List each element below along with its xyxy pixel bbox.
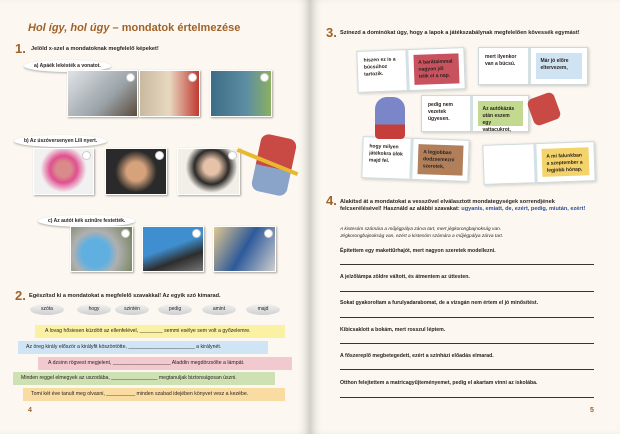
item-b-bubble: b) Az úszóversenyen Lili nyert. [14,135,107,147]
sentence-strip-blue: Az öreg király először a királyfit köszöntötte, _______________________ a királynét. [18,341,268,354]
checkbox[interactable] [260,73,269,82]
answer-line[interactable] [340,291,594,292]
right-page [310,0,620,434]
sentence-strip-orange: Tomi két éve tanult meg olvasni, __________ minden szabad idejében könyvet vesz a kezébe. [23,388,285,401]
answer-line[interactable] [340,264,594,265]
photo-blue-paint [70,226,133,272]
answer-line[interactable] [340,397,594,398]
photo-train-station [67,70,138,117]
domino-card[interactable] [482,141,595,185]
exercise-2-number: 2. [15,288,26,303]
domino-right-text: Már jó előre eltervezem, [536,53,583,79]
exercise-2-instruction: Egészítsd ki a mondatokat a megfelelő szavakkal! Az egyik szó kimarad. [29,293,221,299]
answer-line[interactable] [340,317,594,318]
exercise-1-instruction: Jelöld x-szel a mondatoknak megfelelő képeket! [31,46,159,52]
exercise-1-number: 1. [15,41,26,56]
photo-mother-child [139,70,200,117]
photo-girl-swimmer [33,148,94,195]
page-title: Hol így, hol úgy – mondatok értelmezése [28,22,241,34]
example-line-2: Jégkorongbajnokság van, ezért a kistesóm számára a műjégpálya zárva tart. [340,234,504,239]
photo-car-washing [142,226,204,272]
answer-line[interactable] [340,369,594,370]
domino-left-text: pedig nem vezetek ügyesen. [422,96,473,131]
domino-card[interactable] [478,47,588,85]
domino-left-text: hogy milyen játékokra ülök majd fel. [362,137,413,179]
domino-left-text: mert ilyenkor van a búcsú. [479,48,531,84]
exercise-3-instruction: Színezd a dominókat úgy, hogy a lapok a játékszabálynak megfelelően kövessék egymást! [340,30,580,36]
eraser-character-blue-illustration [375,97,405,139]
domino-right-text: A legjobban dodzsemezni szeretek, [417,144,463,176]
word-option[interactable]: szóta [30,304,64,315]
domino-left-text: hiszen ez is a búcsúhoz tartozik. [357,50,409,92]
sentence: A jelzőlámpa zöldre váltott, és átmentem az úttesten. [340,274,470,280]
sentence: Sokat gyakoroltam a furulyadarabomat, de a vizsgán nem értem el jó minősítést. [340,300,539,306]
domino-right-text: A barátaimmal nagyon jól telik el a nap. [413,53,460,85]
checkbox[interactable] [264,229,273,238]
photo-boy-trophies [105,148,167,195]
sentence-strip-pink: A dzsinn rögvest megjelent, ____________________ Aladdin megdörzsölte a lámpát. [38,357,292,370]
checkbox[interactable] [192,229,201,238]
exercise-4-instruction: Alakítsd át a mondatokat a vesszővel elválasztott mondategységek sorrendjének felcserélésével! Használd az alábbi szavakat: ugyanis, emiatt, de, ezért, pedig, miután, ezért! [340,199,586,212]
domino-right-text: A mi falunkban a szeptember a legjobb hónap, [541,147,589,177]
page-number: 5 [590,407,594,414]
sentence: A főszereplő megbetegedett, ezért a színházi előadás elmarad. [340,353,494,359]
domino-right-text: Az autókázás után eszem egy vattacukrot, [478,101,524,126]
exercise-3-number: 3. [326,25,337,40]
word-option[interactable]: amint [202,304,236,315]
checkbox[interactable] [121,229,130,238]
eraser-character-red-illustration [526,91,562,127]
checkbox[interactable] [228,151,237,160]
checkbox[interactable] [82,151,91,160]
domino-card[interactable] [421,95,529,132]
domino-left-text [483,144,537,184]
sentence: Építettem egy makettűrhajót, mert nagyon szeretek modellezni. [340,248,496,254]
sentence: Otthon felejtettem a matricagyűjteményemet, pedig el akartam vinni az iskolába. [340,380,538,386]
photo-car-painting [213,226,276,272]
word-option[interactable]: hogy [77,304,111,315]
photo-train-leaving [210,70,272,117]
domino-card[interactable] [356,47,465,93]
domino-card[interactable] [361,136,469,182]
checkbox[interactable] [188,73,197,82]
sentence: Kibicsaklott a bokám, mert rosszul léptem. [340,327,446,333]
keywords: ugyanis, emiatt, de, ezért, pedig, miután, ezért! [461,206,586,212]
word-option[interactable]: majd [246,304,280,315]
answer-line[interactable] [340,343,594,344]
item-c-bubble: c) Az autót kék színűre festették. [38,215,135,227]
exercise-4-number: 4. [326,193,337,208]
word-option[interactable]: szintén [115,304,149,315]
photo-girl-medal [177,148,240,195]
sentence-strip-green: Minden reggel elmegyek az uszodába, ________________ megtanuljak biztonságosan úszni. [13,372,275,385]
sentence-strip-yellow: A lovag hősiesen küzdött az ellenfelével, ________ semmi esélye sem volt a győzelemre. [35,325,285,338]
checkbox[interactable] [155,151,164,160]
checkbox[interactable] [126,73,135,82]
word-option[interactable]: pedig [158,304,192,315]
page-number: 4 [28,407,32,414]
example-line-1: A kistesóm számára a műjégpálya zárva tart, mert jégkorongbajnokság van. [340,227,502,232]
item-a-bubble: a) Apáék lekésték a vonatot. [24,60,111,72]
